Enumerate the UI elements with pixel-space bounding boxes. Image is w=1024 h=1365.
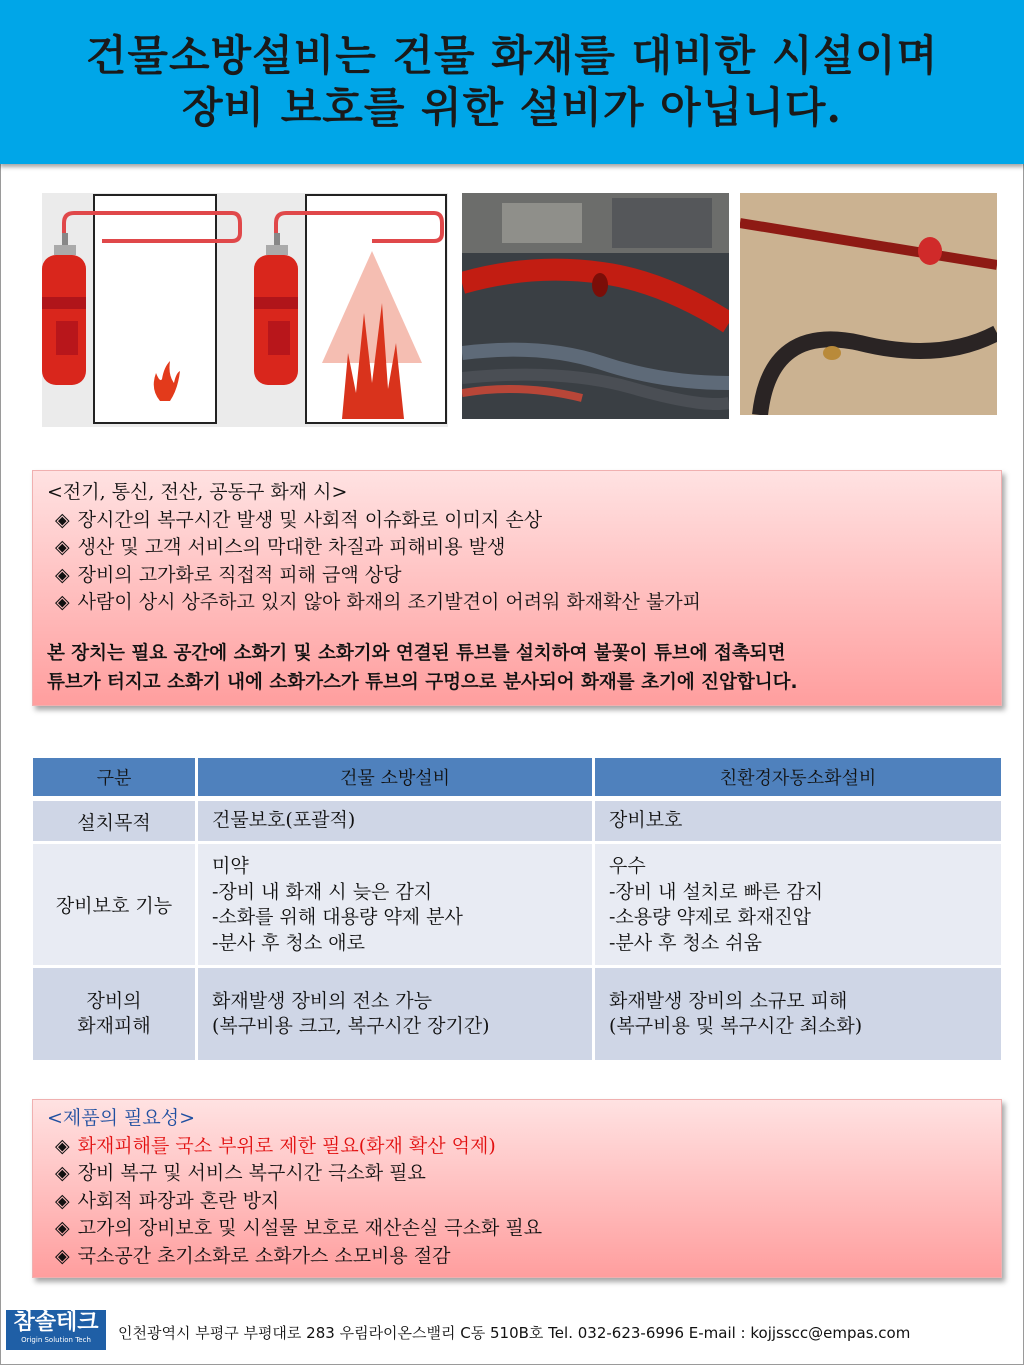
necessity-box <box>32 1099 1002 1278</box>
diamond-bullet-icon: ◈ <box>55 1162 70 1184</box>
logo-name: 참솔테크 <box>13 1310 99 1335</box>
title-banner <box>0 0 1024 164</box>
necessity-heading: <제품의 필요성> <box>47 1107 196 1129</box>
table-row <box>33 968 1001 1060</box>
device-description-line-2: 튜브가 터지고 소화기 내에 소화가스가 튜브의 구멍으로 분사되어 화재를 초기에 진압합니다. <box>47 671 798 693</box>
list-item: ◈ 장비의 고가화로 직접적 피해 금액 상당 <box>55 563 402 586</box>
table-header: 구분 <box>33 758 198 796</box>
logo-tagline: Origin Solution Tech <box>21 1336 91 1344</box>
diamond-bullet-icon: ◈ <box>55 563 70 586</box>
diamond-bullet-icon: ◈ <box>55 536 70 558</box>
table-header: 건물 소방설비 <box>198 758 595 796</box>
list-item: ◈ 고가의 장비보호 및 시설물 보호로 재산손실 극소화 필요 <box>55 1217 543 1239</box>
table-header: 친환경자동소화설비 <box>595 758 1001 796</box>
diamond-bullet-icon: ◈ <box>55 1244 70 1267</box>
tube-sample-photo <box>740 193 997 415</box>
device-description-line-1: 본 장치는 필요 공간에 소화기 및 소화기와 연결된 튜브를 설치하여 불꽃이 튜브에 접촉되면 <box>47 642 786 664</box>
title-line-2: 장비 보호를 위한 설비가 아닙니다. <box>181 83 843 132</box>
diamond-bullet-icon: ◈ <box>55 591 70 613</box>
footer-contact: 인천광역시 부평구 부평대로 283 우림라이온스밸리 C동 510B호 Tel. 032-623-6996 E-mail : kojjsscc@empas.com <box>118 1324 911 1342</box>
list-item: ◈ 국소공간 초기소화로 소화가스 소모비용 절감 <box>55 1244 451 1267</box>
row-label: 장비보호 기능 <box>33 844 198 965</box>
burst-tube-photo <box>462 193 729 419</box>
table-cell: 우수 -장비 내 설치로 빠른 감지 -소용량 약제로 화재진압 -분사 후 청소 쉬움 <box>595 844 1001 965</box>
table-row <box>33 844 1001 965</box>
list-item: ◈ 장시간의 복구시간 발생 및 사회적 이슈화로 이미지 손상 <box>55 508 543 531</box>
table-cell: 장비보호 <box>595 801 1001 841</box>
diamond-bullet-icon: ◈ <box>55 1189 70 1212</box>
title-line-1: 건물소방설비는 건물 화재를 대비한 시설이며 <box>85 31 939 80</box>
list-item: ◈ 화재피해를 국소 부위로 제한 필요(화재 확산 억제) <box>55 1134 496 1157</box>
table-row <box>33 801 1001 841</box>
company-logo <box>6 1310 106 1350</box>
row-label: 설치목적 <box>33 801 198 841</box>
table-cell: 건물보호(포괄적) <box>198 801 595 841</box>
list-item: ◈ 생산 및 고객 서비스의 막대한 차질과 피해비용 발생 <box>55 536 506 558</box>
diamond-bullet-icon: ◈ <box>55 508 70 531</box>
list-item: ◈ 사회적 파장과 혼란 방지 <box>55 1189 280 1212</box>
row-label: 장비의 화재피해 <box>33 968 198 1060</box>
fire-issue-box <box>32 470 1002 706</box>
diamond-bullet-icon: ◈ <box>55 1134 70 1157</box>
table-cell: 미약 -장비 내 화재 시 늦은 감지 -소화를 위해 대용량 약제 분사 -분사 후 청소 애로 <box>198 844 595 965</box>
table-cell: 화재발생 장비의 전소 가능 (복구비용 크고, 복구시간 장기간) <box>198 968 595 1060</box>
list-item: ◈ 장비 복구 및 서비스 복구시간 극소화 필요 <box>55 1162 426 1184</box>
extinguisher-diagram-image <box>42 193 448 427</box>
table-cell: 화재발생 장비의 소규모 피해 (복구비용 및 복구시간 최소화) <box>595 968 1001 1060</box>
table-header-row <box>33 758 1001 796</box>
comparison-table <box>33 758 1001 1060</box>
diamond-bullet-icon: ◈ <box>55 1217 70 1239</box>
list-item: ◈ 사람이 상시 상주하고 있지 않아 화재의 조기발견이 어려워 화재확산 불가피 <box>55 591 701 613</box>
fire-issue-heading: <전기, 통신, 전산, 공동구 화재 시> <box>47 481 348 503</box>
